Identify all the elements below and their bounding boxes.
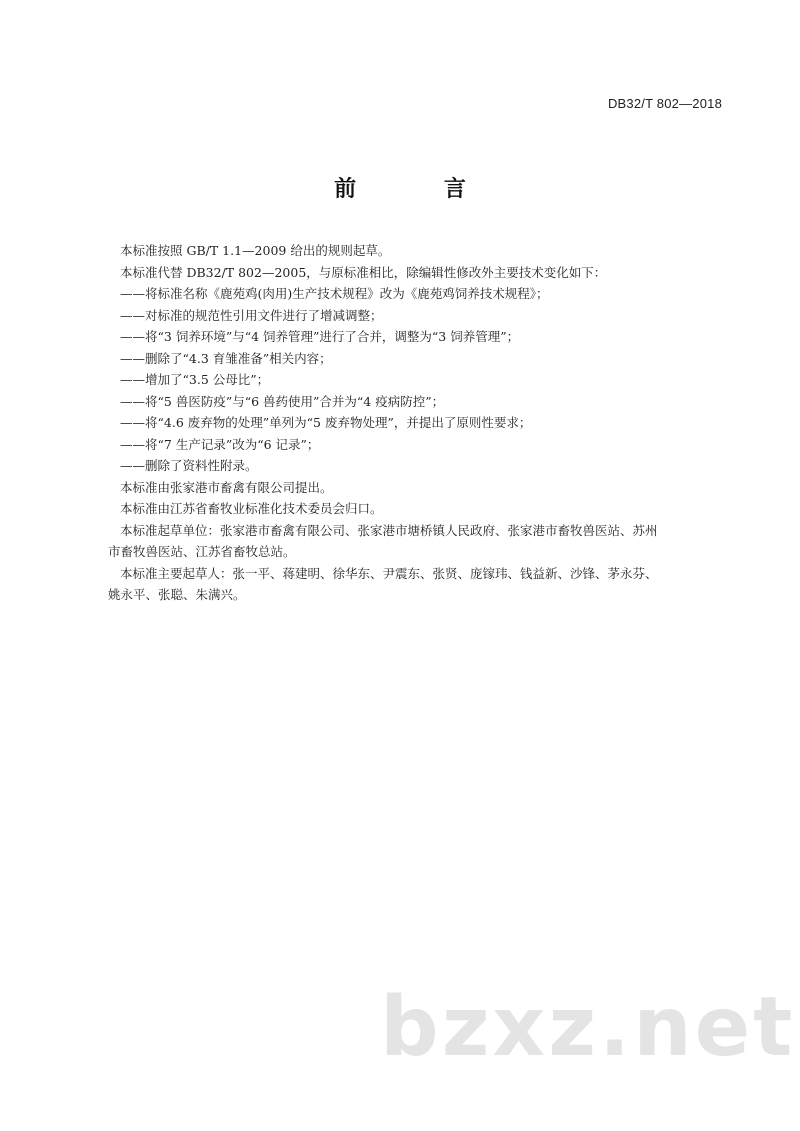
change-item: ——将标准名称《鹿苑鸡(肉用)生产技术规程》改为《鹿苑鸡饲养技术规程》； (120, 286, 549, 301)
change-item: ——将“5 兽医防疫”与“6 兽药使用”合并为“4 疫病防控”； (120, 393, 445, 409)
change-item: ——将“7 生产记录”改为“6 记录”； (120, 436, 320, 452)
change-item: ——将“3 饲养环境”与“4 饲养管理”进行了合并，调整为“3 饲养管理”； (120, 329, 520, 344)
paragraph: 本标准由张家港市畜禽有限公司提出。 (120, 479, 333, 495)
drafters-line-2: 姚永平、张聪、朱满兴。 (108, 587, 246, 602)
change-item: ——将“4.6 废弃物的处理”单列为“5 废弃物处理”，并提出了原则性要求； (120, 415, 532, 430)
change-item: ——删除了“4.3 育雏准备”相关内容； (120, 350, 332, 366)
drafting-units-line-2: 市畜牧兽医站、江苏省畜牧总站。 (108, 544, 296, 559)
paragraph: 本标准按照 GB/T 1.1—2009 给出的规则起草。 (120, 243, 391, 258)
change-item: ——增加了“3.5 公母比”； (120, 372, 270, 387)
standard-code: DB32/T 802—2018 (607, 96, 722, 111)
paragraph: 本标准代替 DB32/T 802—2005，与原标准相比，除编辑性修改外主要技术变化如下： (120, 264, 607, 280)
change-item: ——对标准的规范性引用文件进行了增减调整； (120, 307, 383, 323)
foreword-body (108, 240, 685, 606)
page-title: 前 言 (334, 177, 506, 202)
change-item: ——删除了资料性附录。 (120, 458, 258, 473)
watermark: bzxz.net (380, 980, 796, 1075)
drafting-units-line-1: 本标准起草单位：张家港市畜禽有限公司、张家港市塘桥镇人民政府、张家港市畜牧兽医站、苏州 (120, 522, 658, 538)
drafters-line-1: 本标准主要起草人：张一平、蒋建明、徐华东、尹震东、张贤、庞镓玮、钱益新、沙锋、茅永芬、 (120, 565, 658, 581)
paragraph: 本标准由江苏省畜牧业标准化技术委员会归口。 (120, 501, 383, 516)
